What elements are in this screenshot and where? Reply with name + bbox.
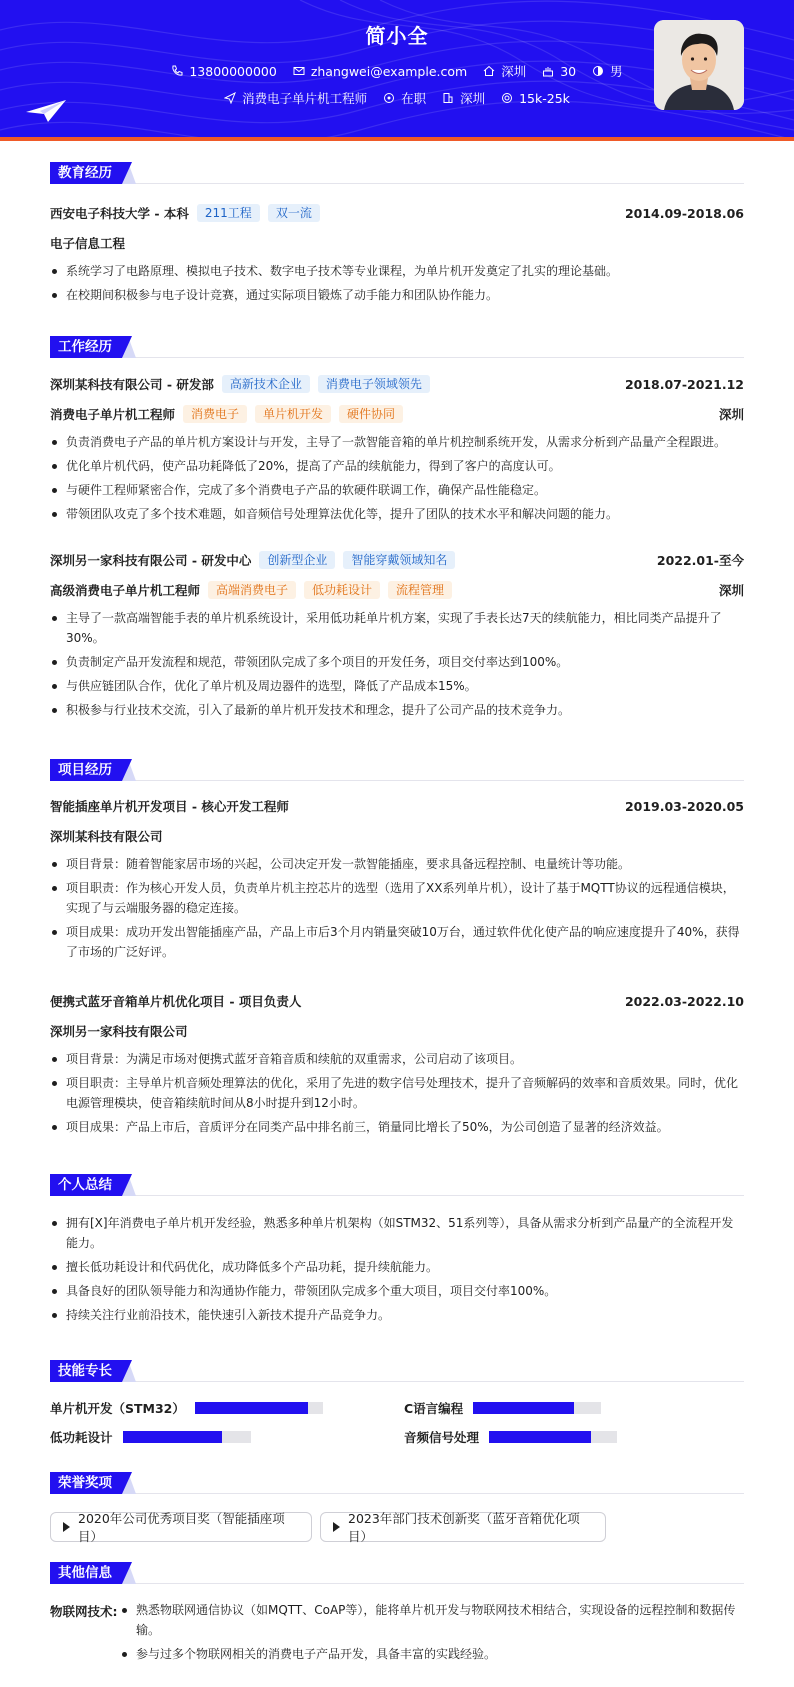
triangle-icon (333, 1522, 340, 1532)
skill-item (404, 1427, 617, 1447)
list-item: 参与过多个物联网相关的消费电子产品开发，具备丰富的实践经验。 (120, 1644, 744, 1664)
job-location: 深圳 (718, 583, 744, 598)
section-title-label: 个人总结 (50, 1174, 122, 1196)
skill-fill (489, 1431, 591, 1443)
award-item (50, 1512, 312, 1542)
list-item: 系统学习了电路原理、模拟电子技术、数字电子技术等专业课程，为单片机开发奠定了扎实的理论基础。 (50, 261, 744, 281)
list-item: 熟悉物联网通信协议（如MQTT、CoAP等），能将单片机开发与物联网技术相结合，实现设备的远程控制和数据传输。 (120, 1600, 744, 1640)
skills-section (50, 1360, 744, 1470)
phone-icon (171, 65, 183, 77)
project-company: 深圳另一家科技有限公司 (50, 1024, 188, 1039)
skill-name: 低功耗设计 (50, 1430, 113, 1445)
section-title-label: 项目经历 (50, 759, 122, 781)
list-item: 项目背景：为满足市场对便携式蓝牙音箱音质和续航的双重需求，公司启动了该项目。 (50, 1049, 744, 1069)
award-label: 2023年部门技术创新奖（蓝牙音箱优化项目） (348, 1511, 580, 1544)
job-header-row (50, 550, 744, 570)
job-status: 在职 (401, 91, 427, 106)
award-item (320, 1512, 606, 1542)
skill-bar (123, 1431, 251, 1443)
summary-section (50, 1174, 744, 1322)
age: 30 (560, 63, 577, 79)
skill-name: 单片机开发（STM32） (50, 1401, 185, 1416)
skill-fill (473, 1402, 574, 1414)
skill-bar (473, 1402, 601, 1414)
target-job: 消费电子单片机工程师 (242, 91, 368, 106)
job-header-row (50, 374, 744, 394)
project-company-row (50, 1021, 744, 1041)
other-label: 物联网技术: (50, 1604, 118, 1619)
company-name: 深圳另一家科技有限公司 - 研发中心 (50, 553, 252, 568)
company-tag: 高新技术企业 (222, 375, 310, 393)
awards-section (50, 1472, 744, 1562)
list-item: 项目成果：产品上市后，音质评分在同类产品中排名前三，销量同比增长了50%，为公司创造了显著的经济效益。 (50, 1117, 744, 1137)
skill-item (50, 1398, 323, 1418)
work-section (50, 336, 744, 717)
award-label: 2020年公司优秀项目奖（智能插座项目） (78, 1511, 285, 1544)
send-icon (224, 92, 236, 104)
list-item: 项目职责：作为核心开发人员，负责单片机主控芯片的选型（选用了XX系列单片机），设计了基于MQTT协议的远程通信模块，实现了与云端服务器的稳定连接。 (50, 878, 744, 918)
coin-icon (501, 92, 513, 104)
list-item: 项目背景：随着智能家居市场的兴起，公司决定开发一款智能插座，要求具备远程控制、电量统计等功能。 (50, 854, 744, 874)
project-company: 深圳某科技有限公司 (50, 829, 163, 844)
age-info (542, 62, 576, 80)
education-bullets (50, 261, 744, 309)
list-item: 带领团队攻克了多个技术难题，如音频信号处理算法优化等，提升了团队的技术水平和解决问题的能力。 (50, 504, 744, 524)
project-bullets (50, 1049, 744, 1141)
position-tag: 流程管理 (388, 581, 452, 599)
project-bullets (50, 854, 744, 966)
section-title (50, 1174, 744, 1196)
phone-number: 13800000000 (189, 63, 277, 79)
gender: 男 (610, 64, 623, 79)
home-icon (483, 65, 495, 77)
target-city: 深圳 (460, 91, 486, 106)
candidate-name: 简小全 (365, 24, 429, 48)
list-item: 与硬件工程师紧密合作，完成了多个消费电子产品的软硬件联调工作，确保产品性能稳定。 (50, 480, 744, 500)
section-title-label: 工作经历 (50, 336, 122, 358)
section-title (50, 1360, 744, 1382)
section-title-label: 其他信息 (50, 1562, 122, 1584)
company-tag: 消费电子领域领先 (318, 375, 430, 393)
other-bullets (120, 1600, 744, 1668)
list-item: 拥有[X]年消费电子单片机开发经验，熟悉多种单片机架构（如STM32、51系列等），具备从需求分析到产品量产的全流程开发能力。 (50, 1213, 744, 1253)
list-item: 项目成果：成功开发出智能插座产品，产品上市后3个月内销量突破10万台，通过软件优化使产品的响应速度提升了40%，获得了市场的广泛好评。 (50, 922, 744, 962)
list-item: 优化单片机代码，使产品功耗降低了20%，提高了产品的续航能力，得到了客户的高度认可。 (50, 456, 744, 476)
position-tag: 消费电子 (183, 405, 247, 423)
school-tag: 211工程 (197, 204, 260, 222)
triangle-icon (63, 1522, 70, 1532)
building-icon (442, 92, 454, 104)
job-period: 2018.07-2021.12 (624, 376, 744, 392)
projects-section (50, 759, 744, 1134)
position-tag: 低功耗设计 (304, 581, 380, 599)
job-bullets (50, 608, 744, 724)
list-item: 负责制定产品开发流程和规范，带领团队完成了多个项目的开发任务，项目交付率达到100%。 (50, 652, 744, 672)
header-accent-bar (0, 137, 794, 141)
education-section (50, 162, 744, 302)
list-item: 负责消费电子产品的单片机方案设计与开发，主导了一款智能音箱的单片机控制系统开发，从需求分析到产品量产全程跟进。 (50, 432, 744, 452)
education-period: 2014.09-2018.06 (624, 205, 744, 221)
list-item: 项目职责：主导单片机音频处理算法的优化，采用了先进的数字信号处理技术，提升了音频解码的效率和音质效果。同时，优化电源管理模块，使音箱续航时间从8小时提升到12小时。 (50, 1073, 744, 1113)
target-icon (383, 92, 395, 104)
other-section (50, 1562, 744, 1682)
skill-bar (489, 1431, 617, 1443)
gender-icon (592, 65, 604, 77)
cake-icon (542, 65, 554, 77)
project-name: 便携式蓝牙音箱单片机优化项目 - 项目负责人 (50, 994, 302, 1009)
city: 深圳 (501, 64, 527, 79)
email-info (293, 62, 467, 80)
section-title (50, 1562, 744, 1584)
portrait-image (654, 20, 744, 110)
list-item: 在校期间积极参与电子设计竞赛，通过实际项目锻炼了动手能力和团队协作能力。 (50, 285, 744, 305)
skill-fill (195, 1402, 308, 1414)
school-tag: 双一流 (268, 204, 320, 222)
job-location: 深圳 (718, 407, 744, 422)
section-title (50, 759, 744, 781)
position-tag: 单片机开发 (255, 405, 331, 423)
avatar (654, 20, 744, 110)
skill-name: C语言编程 (404, 1401, 464, 1416)
section-title (50, 162, 744, 184)
list-item: 具备良好的团队领导能力和沟通协作能力，带领团队完成多个重大项目，项目交付率100%。 (50, 1281, 744, 1301)
section-title (50, 1472, 744, 1494)
target-city-info (442, 89, 485, 107)
city-info (483, 62, 526, 80)
position-tag: 硬件协同 (339, 405, 403, 423)
major-row (50, 233, 744, 253)
skill-fill (123, 1431, 223, 1443)
status-info (383, 89, 426, 107)
project-company-row (50, 826, 744, 846)
target-job-info (224, 89, 367, 107)
position-row (50, 404, 744, 424)
skill-item (50, 1427, 251, 1447)
skill-item (404, 1398, 601, 1418)
skill-name: 音频信号处理 (404, 1430, 480, 1445)
project-header-row (50, 796, 744, 816)
salary: 15k-25k (519, 90, 570, 106)
list-item: 积极参与行业技术交流，引入了最新的单片机开发技术和理念，提升了公司产品的技术竞争力。 (50, 700, 744, 720)
mail-icon (293, 65, 305, 77)
company-tag: 创新型企业 (259, 551, 335, 569)
project-period: 2022.03-2022.10 (624, 993, 744, 1009)
gender-info (592, 62, 623, 80)
project-name: 智能插座单片机开发项目 - 核心开发工程师 (50, 799, 289, 814)
section-title-label: 教育经历 (50, 162, 122, 184)
job-bullets (50, 432, 744, 528)
list-item: 持续关注行业前沿技术，能快速引入新技术提升产品竞争力。 (50, 1305, 744, 1325)
resume-header (0, 0, 794, 141)
company-name: 深圳某科技有限公司 - 研发部 (50, 377, 214, 392)
list-item: 与供应链团队合作，优化了单片机及周边器件的选型，降低了产品成本15%。 (50, 676, 744, 696)
major: 电子信息工程 (50, 236, 126, 251)
list-item: 主导了一款高端智能手表的单片机系统设计，采用低功耗单片机方案，实现了手表长达7天的续航能力，相比同类产品提升了30%。 (50, 608, 744, 648)
salary-info (501, 89, 570, 107)
skill-bar (195, 1402, 323, 1414)
job-period: 2022.01-至今 (656, 553, 744, 568)
summary-bullets (50, 1213, 744, 1329)
phone-info (171, 62, 276, 80)
position-title: 高级消费电子单片机工程师 (50, 583, 201, 598)
list-item: 擅长低功耗设计和代码优化，成功降低多个产品功耗，提升续航能力。 (50, 1257, 744, 1277)
email-address: zhangwei@example.com (310, 63, 468, 79)
section-title-label: 荣誉奖项 (50, 1472, 122, 1494)
section-title (50, 336, 744, 358)
position-tag: 高端消费电子 (208, 581, 296, 599)
project-header-row (50, 991, 744, 1011)
project-period: 2019.03-2020.05 (624, 798, 744, 814)
position-row (50, 580, 744, 600)
position-title: 消费电子单片机工程师 (50, 407, 176, 422)
school-name: 西安电子科技大学 - 本科 (50, 206, 189, 221)
company-tag: 智能穿戴领域知名 (343, 551, 455, 569)
section-title-label: 技能专长 (50, 1360, 122, 1382)
education-header-row (50, 203, 744, 223)
